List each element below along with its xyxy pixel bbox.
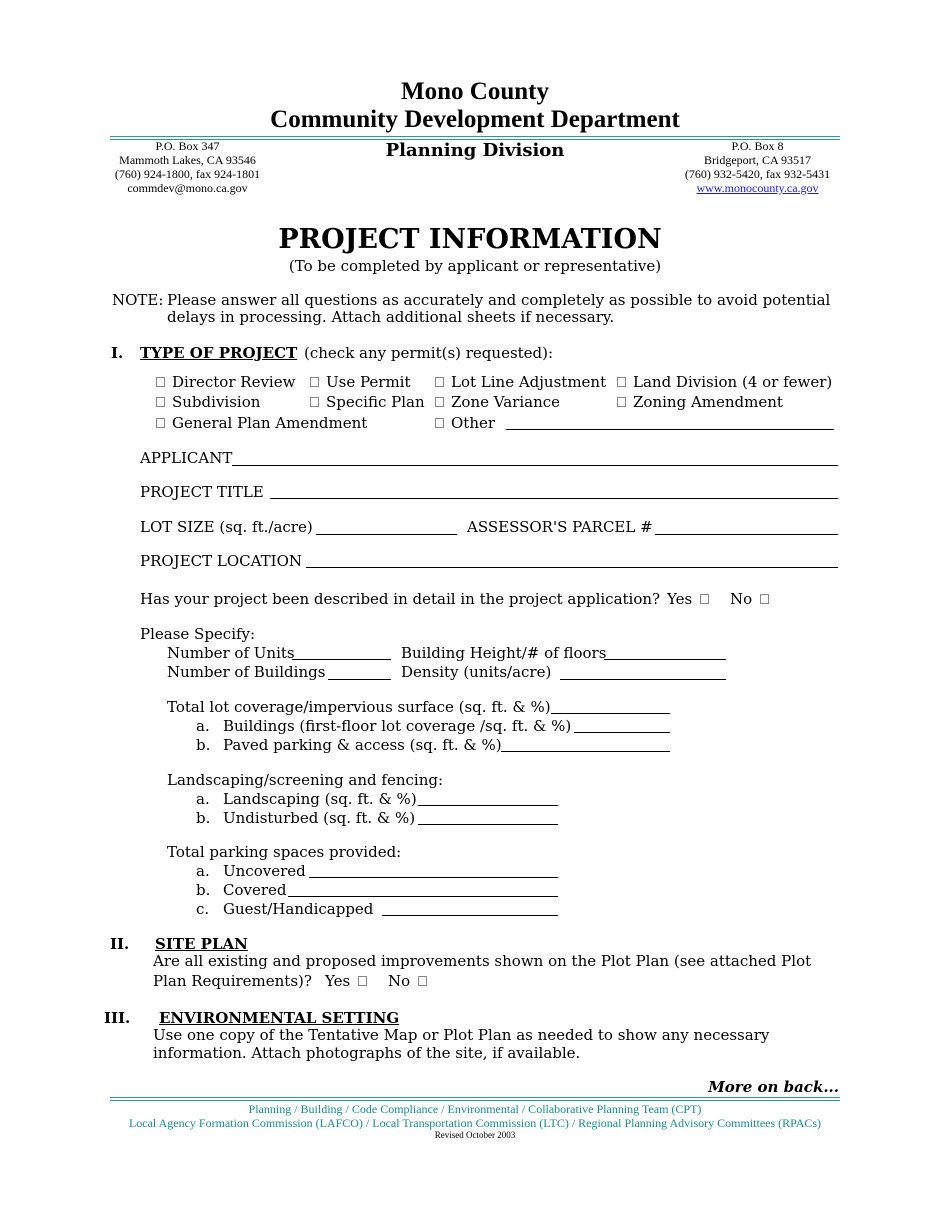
park-guest-label: Guest/Handicapped — [223, 900, 374, 918]
checkbox-lot-line-adjustment[interactable] — [435, 373, 606, 391]
footer-rule-top — [110, 1097, 840, 1098]
checkbox-subdivision[interactable] — [156, 393, 260, 411]
page-title: PROJECT INFORMATION — [278, 224, 662, 255]
described-question: Has your project been described in detail in the project application? — [140, 590, 661, 608]
checkbox-label: Director Review — [172, 373, 296, 391]
footer-line-1: Planning / Building / Code Compliance / Environmental / Collaborative Planning Team (CPT) — [248, 1102, 702, 1116]
buildings-label: Number of Buildings — [167, 663, 326, 681]
list-marker: a. — [196, 790, 210, 808]
height-label: Building Height/# of floors — [401, 644, 607, 662]
list-marker: c. — [196, 900, 210, 918]
checkbox-label: Subdivision — [172, 393, 261, 411]
park-uncovered-label: Uncovered — [223, 862, 306, 880]
checkbox-specific-plan[interactable] — [310, 393, 425, 411]
described-no[interactable] — [730, 590, 776, 608]
checkbox-box[interactable] — [156, 377, 165, 387]
more-on-back: More on back... — [708, 1078, 839, 1096]
section-3-line-2: information. Attach photographs of the site, if available. — [153, 1044, 581, 1062]
checkbox-label: Use Permit — [326, 373, 411, 391]
checkbox-box[interactable] — [358, 976, 367, 986]
checkbox-other[interactable] — [435, 414, 495, 432]
section-2-line-1: Are all existing and proposed improvements shown on the Plot Plan (see attached Plot — [153, 952, 812, 970]
units-label: Number of Units — [167, 644, 295, 662]
park-guest-field[interactable] — [382, 915, 558, 916]
left-address-line: (760) 924-1800, fax 924-1801 — [114, 167, 261, 181]
checkbox-box[interactable] — [617, 397, 626, 407]
left-address-line: P.O. Box 347 — [155, 139, 220, 153]
density-field[interactable] — [560, 679, 726, 680]
section-1-number: I. — [111, 344, 124, 362]
yes-label: Yes — [667, 590, 693, 608]
height-field[interactable] — [604, 659, 726, 660]
lot-parking-field[interactable] — [501, 751, 670, 752]
note-label: NOTE: — [112, 291, 164, 309]
land-undisturbed-label: Undisturbed (sq. ft. & %) — [223, 809, 416, 827]
header-rule-top — [110, 136, 840, 137]
project-title-field[interactable] — [270, 498, 838, 499]
land-landscaping-label: Landscaping (sq. ft. & %) — [223, 790, 417, 808]
checkbox-label: Zoning Amendment — [633, 393, 783, 411]
project-title-label: PROJECT TITLE — [140, 483, 264, 501]
units-field[interactable] — [292, 659, 391, 660]
checkbox-use-permit[interactable] — [310, 373, 411, 391]
other-field-line[interactable] — [506, 429, 834, 430]
checkbox-label: Other — [451, 414, 496, 432]
checkbox-box[interactable] — [310, 377, 319, 387]
land-undisturbed-field[interactable] — [418, 824, 558, 825]
checkbox-label: Zone Variance — [451, 393, 561, 411]
section-3-heading: ENVIRONMENTAL SETTING — [159, 1009, 400, 1027]
please-specify: Please Specify: — [140, 625, 256, 643]
no-label: No — [730, 590, 753, 608]
land-landscaping-field[interactable] — [418, 805, 558, 806]
left-address-email[interactable]: commdev@mono.ca.gov — [127, 181, 248, 195]
no-label: No — [388, 972, 411, 990]
right-address — [670, 139, 845, 195]
applicant-label: APPLICANT — [140, 449, 233, 467]
project-location-field[interactable] — [306, 567, 838, 568]
checkbox-label: Specific Plan — [326, 393, 425, 411]
list-marker: a. — [196, 862, 210, 880]
checkbox-label: General Plan Amendment — [172, 414, 368, 432]
division-name: Planning Division — [385, 140, 565, 161]
section-2-line-2: Plan Requirements)? — [153, 972, 312, 990]
checkbox-box[interactable] — [435, 377, 444, 387]
checkbox-box[interactable] — [435, 397, 444, 407]
park-covered-field[interactable] — [288, 896, 558, 897]
right-address-line: P.O. Box 8 — [731, 139, 784, 153]
lot-buildings-field[interactable] — [574, 732, 670, 733]
applicant-field[interactable] — [232, 465, 838, 466]
checkbox-director-review[interactable] — [156, 373, 295, 391]
section-2-heading: SITE PLAN — [155, 935, 248, 953]
checkbox-box[interactable] — [435, 418, 444, 428]
lot-parking-label: Paved parking & access (sq. ft. & %) — [223, 736, 502, 754]
density-label: Density (units/acre) — [401, 663, 552, 681]
section-3-number: III. — [104, 1009, 131, 1027]
lot-size-field[interactable] — [316, 534, 457, 535]
section-3-line-1: Use one copy of the Tentative Map or Plot Plan as needed to show any necessary — [153, 1026, 770, 1044]
checkbox-zoning-amendment[interactable] — [617, 393, 783, 411]
checkbox-label: Land Division (4 or fewer) — [633, 373, 833, 391]
note-line-1: Please answer all questions as accurately and completely as possible to avoid potential — [167, 291, 831, 309]
park-covered-label: Covered — [223, 881, 287, 899]
list-marker: a. — [196, 717, 210, 735]
checkbox-box[interactable] — [310, 397, 319, 407]
checkbox-box[interactable] — [418, 976, 427, 986]
checkbox-box[interactable] — [700, 594, 709, 604]
checkbox-box[interactable] — [760, 594, 769, 604]
left-address-line: Mammoth Lakes, CA 93546 — [119, 153, 256, 167]
right-address-line: (760) 932-5420, fax 932-5431 — [684, 167, 831, 181]
described-yes[interactable] — [667, 590, 716, 608]
checkbox-box[interactable] — [617, 377, 626, 387]
list-marker: b. — [196, 809, 211, 827]
checkbox-label: Lot Line Adjustment — [451, 373, 607, 391]
section-1-heading: TYPE OF PROJECT — [140, 344, 298, 362]
checkbox-box[interactable] — [156, 397, 165, 407]
checkbox-land-division[interactable] — [617, 373, 832, 391]
parcel-label: ASSESSOR'S PARCEL # — [467, 518, 653, 536]
parking-label: Total parking spaces provided: — [167, 843, 402, 861]
dept-name: Community Development Department — [270, 106, 680, 133]
footer-rule-top2 — [110, 1100, 840, 1101]
project-location-label: PROJECT LOCATION — [140, 552, 302, 570]
section-2-number: II. — [110, 935, 130, 953]
site-plan-no[interactable] — [388, 972, 434, 990]
website-link[interactable]: www.monocounty.ca.gov — [696, 181, 819, 195]
list-marker: b. — [196, 881, 211, 899]
buildings-field[interactable] — [328, 679, 391, 680]
list-marker: b. — [196, 736, 211, 754]
page-subtitle: (To be completed by applicant or representative) — [288, 257, 662, 275]
org-name: Mono County — [401, 78, 549, 105]
section-1-hint: (check any permit(s) requested): — [304, 344, 554, 362]
note-line-2: delays in processing. Attach additional sheets if necessary. — [167, 308, 615, 326]
yes-label: Yes — [325, 972, 351, 990]
total-lot-field[interactable] — [551, 713, 670, 714]
revised-date: Revised October 2003 — [434, 1130, 516, 1140]
checkbox-zone-variance[interactable] — [435, 393, 560, 411]
right-address-line: Bridgeport, CA 93517 — [704, 153, 811, 167]
checkbox-general-plan-amendment[interactable] — [156, 414, 367, 432]
landscaping-label: Landscaping/screening and fencing: — [167, 771, 444, 789]
park-uncovered-field[interactable] — [309, 877, 558, 878]
left-address — [100, 139, 275, 195]
total-lot-label: Total lot coverage/impervious surface (sq. ft. & %) — [167, 698, 551, 716]
checkbox-box[interactable] — [156, 418, 165, 428]
lot-buildings-label: Buildings (first-floor lot coverage /sq. ft. & %) — [223, 717, 572, 735]
parcel-field[interactable] — [655, 534, 838, 535]
footer-line-2: Local Agency Formation Commission (LAFCO) / Local Transportation Commission (LTC) / Regional Planning Advisory Committees (RPACs) — [128, 1116, 822, 1130]
lot-size-label: LOT SIZE (sq. ft./acre) — [140, 518, 313, 536]
site-plan-yes[interactable] — [325, 972, 374, 990]
